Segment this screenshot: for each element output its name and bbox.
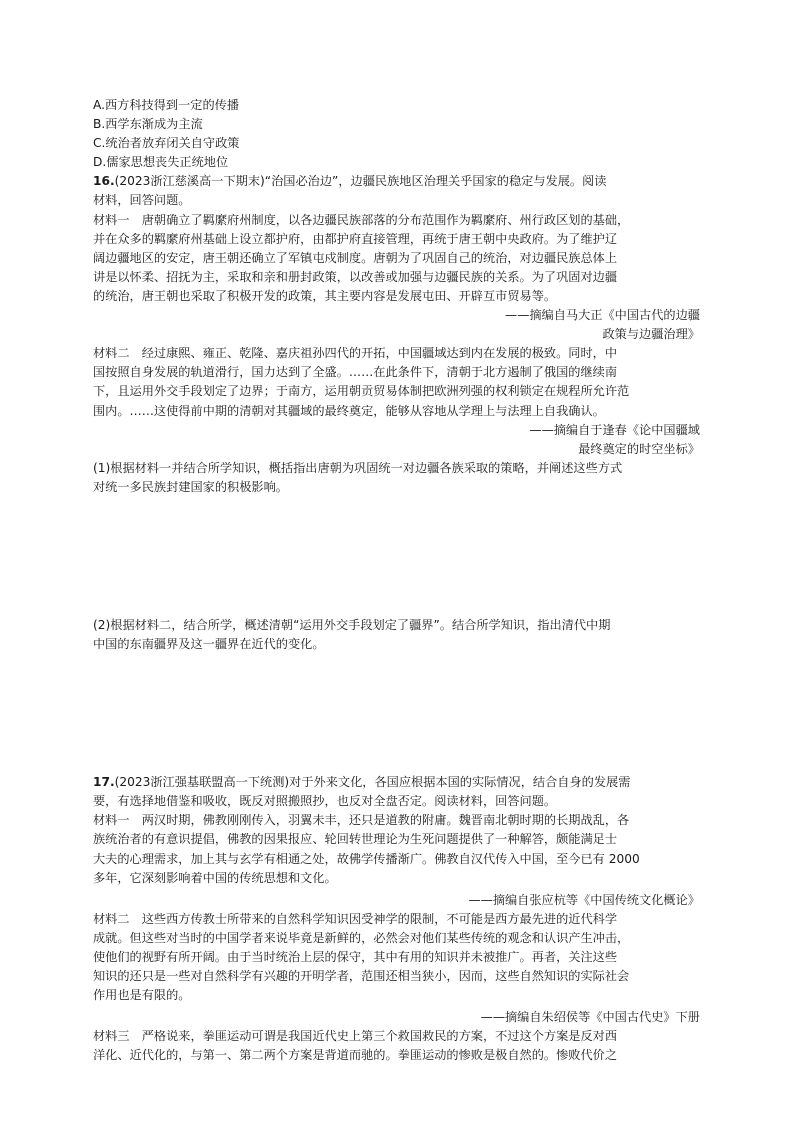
q16-sub1-line: 对统一多民族封建国家的积极影响。 [93,479,288,494]
q16-source1: 政策与边疆治理》 [602,327,700,342]
option-d: D.儒家思想丧失正统地位 [93,155,229,170]
q16-material2-line: 国按照自身发展的轨道滑行，国力达到了全盛。……在此条件下，清朝于北方遏制了俄国的继续南 [93,365,618,380]
q17-material2-line: 材料二 这些西方传教士所带来的自然科学知识因受神学的限制，不可能是西方最先进的近代科学 [93,911,618,926]
q16-sub1-line: (1)根据材料一并结合所学知识，概括指出唐朝为巩固统一对边疆各族采取的策略，并阐述这些方式 [93,460,623,475]
q17-material2-line: 使他们的视野有所开阔。由于当时统治上层的保守，其中有用的知识并未被推广。再者，关注这些 [93,950,618,964]
option-c: C.统治者放弃闭关自守政策 [93,136,240,151]
option-b: B.西学东渐成为主流 [93,117,203,132]
q16-material1-line: 并在众多的羁縻府州基础上设立都护府，由都护府直接管理，再统于唐王朝中央政府。为了维护辽 [93,231,618,246]
q16-material2-line: 围内。……这使得前中期的清朝对其疆域的最终奠定，能够从容地从学理上与法理上自我确认。 [93,403,605,418]
q16-material2-line: 下，且运用外交手段划定了边界；于南方，运用朝贡贸易体制把欧洲列强的权利锁定在规程所允许范 [93,384,630,399]
worksheet-page [93,96,700,1066]
q17-material1-line: 材料一 两汉时期，佛教刚刚传入，羽翼未丰，还只是道教的附庸。魏晋南北朝时期的长期战乱，各 [93,813,630,828]
question-16 [93,172,700,773]
answer-space [93,497,700,616]
q16-material1-line: 的统治，唐王朝也采取了积极开发的政策，其主要内容是发展屯田、开辟互市贸易等。 [93,288,557,303]
q16-source2: 最终奠定的时空坐标》 [578,441,700,456]
q17-source1: ——摘编自张应杭等《中国传统文化概论》 [468,892,700,907]
q16-source1: ——摘编自马大正《中国古代的边疆 [505,308,700,323]
q17-stem-line: 要，有选择地借鉴和吸收，既反对照搬照抄，也反对全盘否定。阅读材料，回答问题。 [93,794,557,809]
q16-sub2-line: 中国的东南疆界及这一疆界在近代的变化。 [93,637,325,652]
q16-material1-line: 材料一 唐朝确立了羁縻府州制度，以各边疆民族部落的分布范围作为羁縻府、州行政区划的基础， [93,212,630,227]
question-17 [93,773,700,1065]
q16-stem-line: 16.(2023浙江慈溪高一下期末)“治国必治边”，边疆民族地区治理关乎国家的稳定与发展。阅读 [93,174,607,189]
q17-material3-line: 洋化、近代化的，与第一、第二两个方案是背道而驰的。拳匪运动的惨败是极自然的。惨败代价之 [93,1048,618,1063]
q17-material1-line: 多年，它深刻影响着中国的传统思想和文化。 [93,870,337,885]
q16-material2-line: 材料二 经过康熙、雍正、乾隆、嘉庆祖孙四代的开拓，中国疆域达到内在发展的极致。同时，中 [93,346,618,361]
q16-number: 16. [93,174,115,189]
q16-material1-line: 阔边疆地区的安定，唐王朝还确立了军镇屯戍制度。唐朝为了巩固自己的统治，对边疆民族总体上 [93,250,618,265]
q17-material2-line: 作用也是有限的。 [93,988,191,1003]
q17-stem-line: 17.(2023浙江强基联盟高一下统测)对于外来文化，各国应根据本国的实际情况，结合自身的发展需 [93,775,631,790]
answer-space [93,654,700,773]
q16-source2: ——摘编自于逢春《论中国疆域 [529,422,700,437]
q17-material2-line: 成就。但这些对当时的中国学者来说毕竟是新鲜的，必然会对他们某些传统的观念和认识产生冲击， [93,930,630,945]
q16-stem-line: 材料，回答问题。 [93,193,191,208]
q17-material2-line: 知识的还只是一些对自然科学有兴趣的开明学者，范围还相当狭小，因而，这些自然知识的实际社会 [93,969,630,984]
q17-material1-line: 族统治者的有意识提倡，佛教的因果报应、轮回转世理论为生死问题提供了一种解答，颇能满足士 [93,832,618,847]
q17-source2: ——摘编自朱绍侯等《中国古代史》下册 [480,1010,700,1025]
q17-number: 17. [93,775,115,790]
q15-options [93,96,700,172]
q17-material3-line: 材料三 严格说来，拳匪运动可谓是我国近代史上第三个救国救民的方案，不过这个方案是反对西 [93,1029,618,1044]
q17-material1-line: 大夫的心理需求，加上其与玄学有相通之处，故佛学传播渐广。佛教自汉代传入中国，至今已有 2000 [93,851,640,866]
q16-material1-line: 讲是以怀柔、招抚为主，采取和亲和册封政策，以改善或加强与边疆民族的关系。为了巩固对边疆 [93,269,618,284]
q16-sub2-line: (2)根据材料二，结合所学，概述清朝“运用外交手段划定了疆界”。结合所学知识，指出清代中期 [93,617,611,632]
option-a: A.西方科技得到一定的传播 [93,98,240,112]
